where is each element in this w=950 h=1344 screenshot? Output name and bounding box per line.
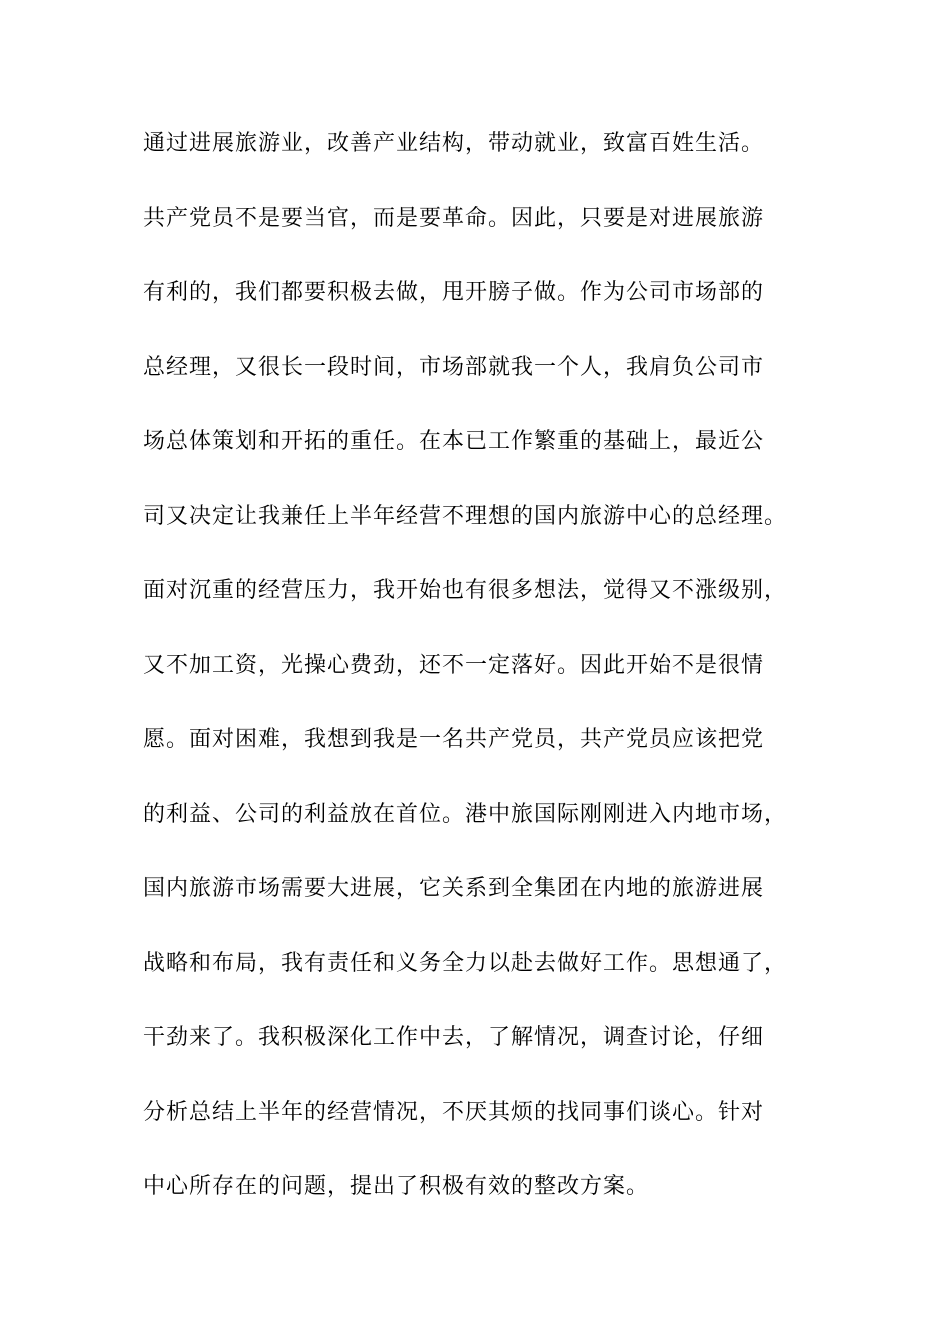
text-line: 中心所存在的问题，提出了积极有效的整改方案。 xyxy=(143,1174,650,1199)
text-line: 面对沉重的经营压力，我开始也有很多想法，觉得又不涨级别， xyxy=(143,578,788,603)
text-line: 总经理，又很长一段时间，市场部就我一个人，我肩负公司市 xyxy=(143,354,765,380)
text-line: 干劲来了。我积极深化工作中去，了解情况，调查讨论，仔细 xyxy=(143,1025,765,1050)
text-line: 愿。面对困难，我想到我是一名共产党员，共产党员应该把党 xyxy=(143,727,765,752)
text-line: 有利的，我们都要积极去做，甩开膀子做。作为公司市场部的 xyxy=(143,280,765,305)
text-line: 又不加工资，光操心费劲，还不一定落好。因此开始不是很情 xyxy=(143,652,765,678)
text-line: 司又决定让我兼任上半年经营不理想的国内旅游中心的总经理。 xyxy=(143,503,788,529)
text-line: 通过进展旅游业，改善产业结构，带动就业，致富百姓生活。 xyxy=(143,131,765,156)
text-line: 的利益、公司的利益放在首位。港中旅国际刚刚进入内地市场， xyxy=(143,801,788,827)
text-line: 战略和布局，我有责任和义务全力以赴去做好工作。思想通了， xyxy=(143,950,788,976)
body-text xyxy=(143,131,833,1249)
text-line: 分析总结上半年的经营情况，不厌其烦的找同事们谈心。针对 xyxy=(143,1099,765,1125)
text-line: 国内旅游市场需要大进展，它关系到全集团在内地的旅游进展 xyxy=(143,876,765,901)
text-line: 共产党员不是要当官，而是要革命。因此，只要是对进展旅游 xyxy=(143,205,765,231)
text-line: 场总体策划和开拓的重任。在本已工作繁重的基础上，最近公 xyxy=(143,429,765,454)
